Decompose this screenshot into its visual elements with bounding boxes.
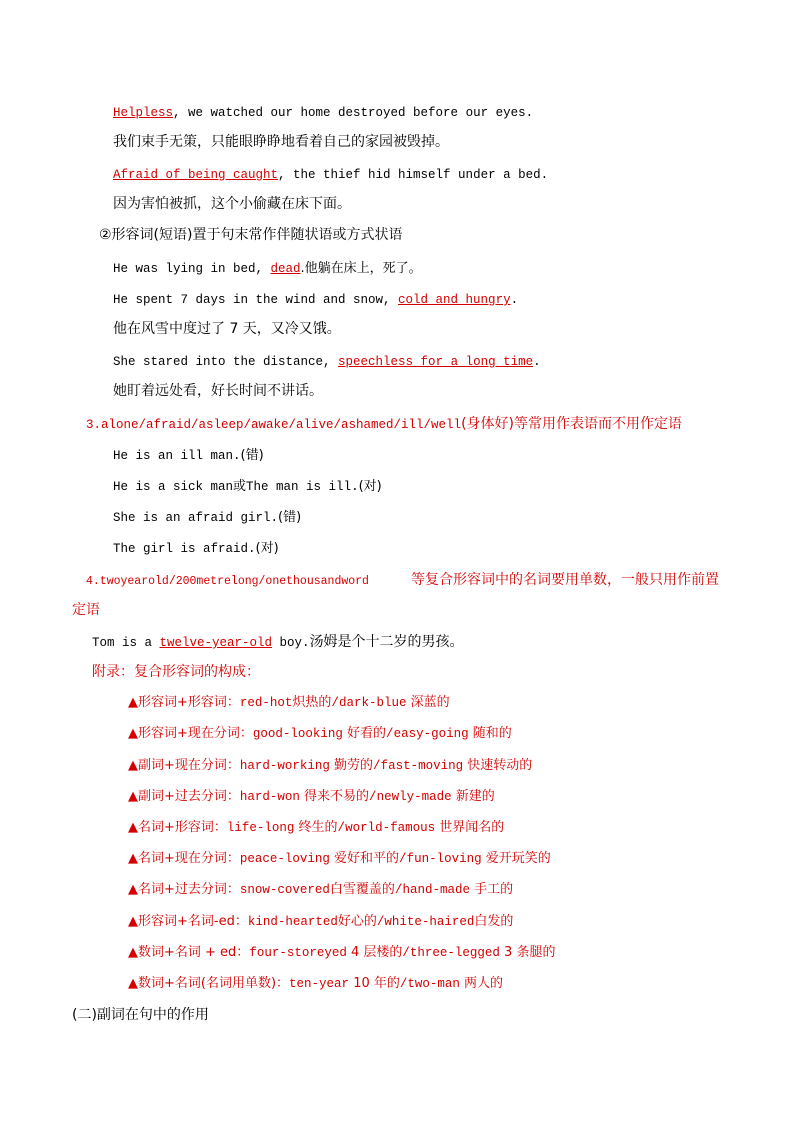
rule-description: 等复合形容词中的名词要用单数，一般只用作前置 xyxy=(410,572,719,588)
rule-4-heading xyxy=(86,569,719,592)
example-meaning: 4 层楼的 xyxy=(346,945,403,960)
underlined-phrase: Helpless xyxy=(113,106,174,120)
separator: / xyxy=(399,977,408,991)
separator: / xyxy=(331,696,339,710)
appendix-item xyxy=(128,849,551,869)
sentence-text: , we watched our home destroyed before our eyes. xyxy=(173,106,534,120)
appendix-item xyxy=(128,912,513,932)
example-word: peace-loving xyxy=(239,852,330,866)
example-meaning: 快速转动的 xyxy=(463,758,533,773)
translation-inline: .他躺在床上，死了。 xyxy=(300,261,422,276)
sentence-text: , the thief hid himself under a bed. xyxy=(278,168,549,182)
separator: / xyxy=(394,883,403,897)
judgement: (对) xyxy=(255,541,279,556)
appendix-item xyxy=(128,756,532,776)
example-meaning: 深蓝的 xyxy=(406,695,450,710)
example-word: life-long xyxy=(226,821,295,835)
sentence-text: She stared into the distance, xyxy=(113,355,339,369)
example-word: white-haired xyxy=(384,915,475,929)
rule-description: (身体好)等常用作表语而不用作定语 xyxy=(461,416,682,432)
separator: / xyxy=(373,759,381,773)
appendix-item xyxy=(128,818,504,838)
appendix-heading: 附录：复合形容词的构成： xyxy=(92,664,260,680)
example-word: dark-blue xyxy=(338,696,407,710)
judgement: (错) xyxy=(278,510,302,525)
appendix-item xyxy=(128,693,450,713)
rule-4-continuation: 定语 xyxy=(72,602,100,618)
example-meaning: 好看的 xyxy=(342,726,387,741)
appendix-item xyxy=(128,880,513,900)
example-word: hand-made xyxy=(402,883,470,897)
example-meaning: 随和的 xyxy=(468,726,512,741)
sentence-text: . xyxy=(533,355,541,369)
example-word: four-storeyed xyxy=(249,946,347,960)
example-meaning: 白发的 xyxy=(474,914,514,929)
example-meaning: 得来不易的 xyxy=(299,789,370,804)
appendix-item xyxy=(128,974,503,994)
translation-helpless: 我们束手无策，只能眼睁睁地看着自己的家园被毁掉。 xyxy=(113,134,449,150)
example-speechless xyxy=(113,350,541,372)
example-meaning: 3 条腿的 xyxy=(499,945,556,960)
example-meaning: 爱开玩笑的 xyxy=(481,851,551,866)
appendix-item xyxy=(128,787,495,807)
sentence-text: He is an ill man. xyxy=(113,449,241,463)
judgement: (对) xyxy=(358,479,382,494)
separator: / xyxy=(399,852,407,866)
example-meaning: 好心的 xyxy=(337,914,377,929)
rule-3-heading xyxy=(86,413,682,435)
underlined-phrase: Afraid of being caught xyxy=(113,168,279,182)
connector: 或 xyxy=(233,479,247,494)
example-meaning: 10 年的 xyxy=(349,976,400,991)
translation-speechless: 她盯着远处看，好长时间不讲话。 xyxy=(113,383,323,399)
separator: / xyxy=(386,727,394,741)
sentence-text: Tom is a xyxy=(92,636,160,650)
translation-inline: 汤姆是个十二岁的男孩。 xyxy=(309,634,464,650)
example-word: snow-covered xyxy=(239,883,330,897)
underlined-phrase: cold and hungry xyxy=(398,293,511,307)
example-meaning: 新建的 xyxy=(451,789,495,804)
pattern-label: ▲副词+过去分词： xyxy=(128,789,240,804)
example-girl-afraid xyxy=(113,537,279,559)
rule-words: 4.twoyearold/200metrelong/onethousandword xyxy=(86,575,369,588)
separator: / xyxy=(369,790,377,804)
example-meaning: 炽热的 xyxy=(292,695,332,710)
example-word: ten-year xyxy=(289,977,350,991)
example-meaning: 爱好和平的 xyxy=(329,851,400,866)
example-word: hard-working xyxy=(239,759,330,773)
underlined-phrase: twelve-year-old xyxy=(159,636,273,650)
sentence-text: . xyxy=(510,293,519,307)
underlined-phrase: speechless for a long time xyxy=(338,355,534,369)
example-afraid-caught xyxy=(113,163,548,185)
example-sick-man xyxy=(113,475,382,497)
example-afraid-girl xyxy=(113,506,301,528)
example-word: good-looking xyxy=(252,727,343,741)
pattern-label: ▲形容词+现在分词： xyxy=(128,726,253,741)
appendix-item xyxy=(128,943,555,963)
example-word: red-hot xyxy=(239,696,293,710)
appendix-item xyxy=(128,724,512,744)
example-cold-hungry xyxy=(113,288,518,310)
pattern-label: ▲名词+现在分词： xyxy=(128,851,240,866)
example-meaning: 两人的 xyxy=(459,976,504,991)
underlined-phrase: dead xyxy=(270,262,301,276)
example-meaning: 手工的 xyxy=(469,882,514,897)
pattern-label: ▲数词+名词(名词用单数)： xyxy=(128,976,290,991)
pattern-label: ▲名词+过去分词： xyxy=(128,882,240,897)
example-word: three-legged xyxy=(409,946,500,960)
separator: / xyxy=(376,915,385,929)
example-helpless xyxy=(113,101,533,123)
example-word: fast-moving xyxy=(380,759,464,773)
pattern-label: ▲形容词+名词-ed： xyxy=(128,914,248,929)
rule-words: 3.alone/afraid/asleep/awake/alive/ashamed/ill/well xyxy=(86,418,462,432)
sentence-text: The girl is afraid. xyxy=(113,542,256,556)
section-2-heading: (二)副词在句中的作用 xyxy=(72,1007,209,1023)
example-word: easy-going xyxy=(393,727,469,741)
example-dead xyxy=(113,257,422,279)
example-word: newly-made xyxy=(376,790,452,804)
rule-2-heading: ②形容词(短语)置于句末常作伴随状语或方式状语 xyxy=(99,227,403,243)
example-meaning: 白雪覆盖的 xyxy=(329,882,395,897)
example-ill-man xyxy=(113,444,264,466)
sentence-text: He is a sick man xyxy=(113,480,234,494)
sentence-text: The man is ill. xyxy=(246,480,359,494)
sentence-text: He was lying in bed, xyxy=(113,262,271,276)
translation-afraid-caught: 因为害怕被抓，这个小偷藏在床下面。 xyxy=(113,196,351,212)
separator: / xyxy=(337,821,346,835)
pattern-label: ▲形容词+形容词： xyxy=(128,695,240,710)
sentence-text: She is an afraid girl. xyxy=(113,511,279,525)
pattern-label: ▲副词+现在分词： xyxy=(128,758,240,773)
example-word: fun-loving xyxy=(406,852,482,866)
sentence-text: He spent 7 days in the wind and snow, xyxy=(113,293,399,307)
example-word: hard-won xyxy=(239,790,300,804)
example-word: kind-hearted xyxy=(247,915,338,929)
example-meaning: 世界闻名的 xyxy=(435,820,505,835)
translation-cold-hungry: 他在风雪中度过了 7 天，又冷又饿。 xyxy=(113,321,341,337)
example-word: two-man xyxy=(407,977,460,991)
sentence-text: boy. xyxy=(272,636,310,650)
example-meaning: 勤劳的 xyxy=(329,758,374,773)
separator: / xyxy=(402,946,410,960)
example-meaning: 终生的 xyxy=(294,820,338,835)
pattern-label: ▲数词+名词 + ed： xyxy=(128,945,250,960)
example-word: world-famous xyxy=(345,821,436,835)
example-twelve-year-old xyxy=(92,631,464,653)
pattern-label: ▲名词+形容词： xyxy=(128,820,227,835)
judgement: (错) xyxy=(240,448,264,463)
